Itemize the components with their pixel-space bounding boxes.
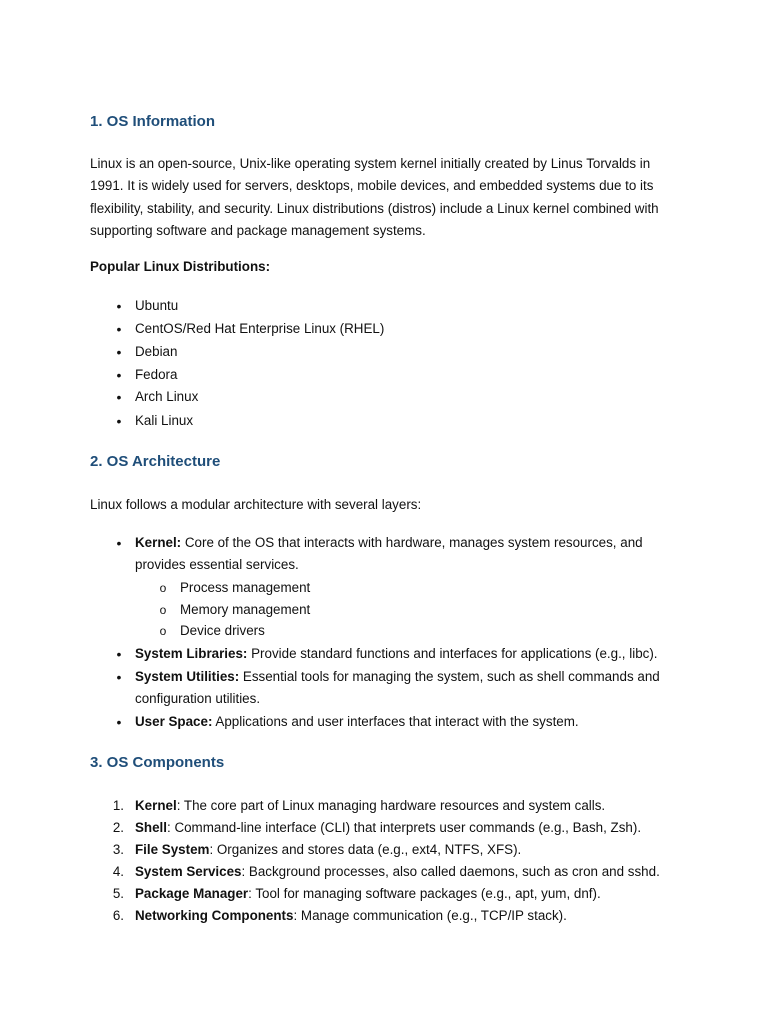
section-heading-os-information: 1. OS Information (90, 113, 216, 130)
component-text: : The core part of Linux managing hardware resources and system calls. (176, 798, 606, 813)
layer-term: User Space: (135, 714, 213, 729)
list-number: 2. (112, 820, 124, 835)
distro-item: Kali Linux (135, 413, 194, 428)
sub-list-bullet: o (159, 624, 167, 638)
list-number: 1. (112, 798, 124, 813)
component-term: Package Manager (135, 886, 249, 901)
component-item-shell (135, 817, 641, 839)
layer-text: Applications and user interfaces that interact with the system. (212, 714, 579, 729)
list-bullet: • (116, 646, 122, 662)
list-bullet: • (116, 367, 122, 383)
os-architecture-paragraph: Linux follows a modular architecture with several layers: (90, 497, 422, 512)
component-term: File System (135, 842, 210, 857)
layer-term: System Utilities: (135, 669, 240, 684)
layer-item-system-libraries (135, 643, 658, 665)
layer-term: System Libraries: (135, 646, 248, 661)
component-item-system-services (135, 861, 660, 883)
list-bullet: • (116, 669, 122, 685)
distro-item: Ubuntu (135, 298, 179, 313)
component-text: : Manage communication (e.g., TCP/IP stack). (293, 908, 567, 923)
layer-text: Provide standard functions and interfaces for applications (e.g., libc). (247, 646, 658, 661)
component-text: : Command-line interface (CLI) that interprets user commands (e.g., Bash, Zsh). (167, 820, 642, 835)
layer-item-kernel (135, 532, 675, 575)
component-term: Networking Components (135, 908, 294, 923)
list-bullet: • (116, 714, 122, 730)
list-bullet: • (116, 389, 122, 405)
list-bullet: • (116, 344, 122, 360)
list-number: 5. (112, 886, 124, 901)
component-text: : Tool for managing software packages (e.g., apt, yum, dnf). (248, 886, 601, 901)
list-bullet: • (116, 535, 122, 551)
os-information-paragraph: Linux is an open-source, Unix-like operating system kernel initially created by Linus Torvalds in 1991. It is widely used for servers, desktops, mobile devices, and embedded systems due to its flexibility, stability, and security. Linux distributions (distros) include a Linux kernel combined with supporting software and package management systems. (90, 156, 659, 239)
layer-item-system-utilities (135, 666, 675, 709)
list-bullet: • (116, 321, 122, 337)
list-bullet: • (116, 298, 122, 314)
component-item-kernel (135, 795, 605, 817)
list-number: 4. (112, 864, 124, 879)
list-number: 3. (112, 842, 124, 857)
sub-list-bullet: o (159, 603, 167, 617)
component-item-networking (135, 905, 567, 927)
layer-item-user-space (135, 711, 579, 733)
layer-text: Core of the OS that interacts with hardware, manages system resources, and provides essential services. (135, 535, 643, 572)
distro-item: Fedora (135, 367, 178, 382)
component-text: : Background processes, also called daemons, such as cron and sshd. (241, 864, 660, 879)
layer-text: Essential tools for managing the system, such as shell commands and configuration utilities. (135, 669, 660, 706)
section-heading-os-components: 3. OS Components (90, 754, 225, 771)
component-term: Kernel (135, 798, 177, 813)
component-item-file-system (135, 839, 521, 861)
kernel-sub-item: Process management (180, 580, 311, 595)
list-bullet: • (116, 413, 122, 429)
distro-item: Debian (135, 344, 178, 359)
popular-distros-label: Popular Linux Distributions: (90, 259, 271, 274)
kernel-sub-item: Device drivers (180, 623, 265, 638)
layer-term: Kernel: (135, 535, 182, 550)
kernel-sub-item: Memory management (180, 602, 311, 617)
component-term: System Services (135, 864, 242, 879)
distro-item: Arch Linux (135, 389, 199, 404)
component-item-package-manager (135, 883, 601, 905)
section-heading-os-architecture: 2. OS Architecture (90, 453, 221, 470)
distro-item: CentOS/Red Hat Enterprise Linux (RHEL) (135, 321, 385, 336)
component-term: Shell (135, 820, 167, 835)
list-number: 6. (112, 908, 124, 923)
sub-list-bullet: o (159, 581, 167, 595)
component-text: : Organizes and stores data (e.g., ext4, NTFS, XFS). (209, 842, 522, 857)
